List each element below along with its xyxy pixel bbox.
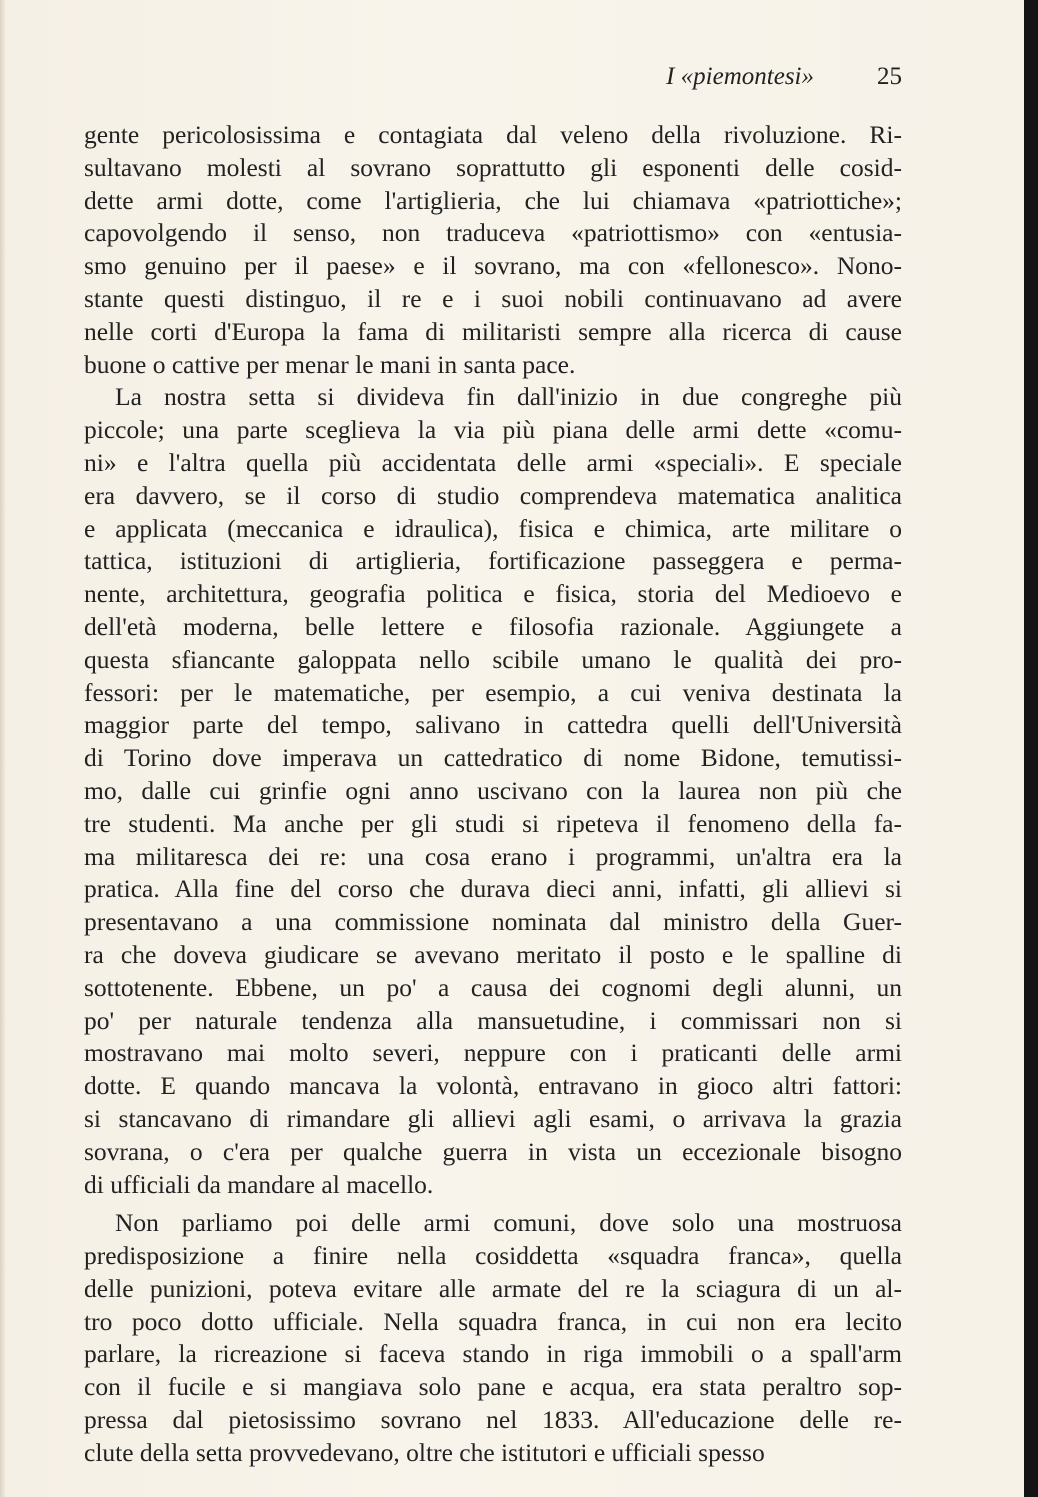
text-line: mostravano mai molto severi, neppure con i praticanti delle armi bbox=[84, 1038, 902, 1068]
text-line: tre studenti. Ma anche per gli studi si ripeteva il fenomeno della fa- bbox=[84, 808, 902, 838]
text-line: di ufficiali da mandare al macello. bbox=[84, 1169, 434, 1199]
text-line: gente pericolosissima e contagiata dal veleno della rivoluzione. Ri- bbox=[84, 120, 902, 149]
text-line: delle punizioni, poteva evitare alle armate del re la sciagura di un al- bbox=[84, 1273, 902, 1303]
text-line: questa sfiancante galoppata nello scibile umano le qualità dei pro- bbox=[84, 644, 902, 674]
text-line: e applicata (meccanica e idraulica), fisica e chimica, arte militare o bbox=[84, 513, 902, 543]
text-line: predisposizione a finire nella cosiddetta «squadra franca», quella bbox=[84, 1241, 902, 1271]
text-line: dotte. E quando mancava la volontà, entravano in gioco altri fattori: bbox=[84, 1071, 902, 1101]
text-line: clute della setta provvedevano, oltre che istitutori e ufficiali spesso bbox=[84, 1437, 765, 1467]
text-line: ra che doveva giudicare se avevano meritato il posto e le spalline di bbox=[84, 939, 902, 969]
paragraph bbox=[84, 1207, 902, 1469]
text-line: mo, dalle cui grinfie ogni anno uscivano con la laurea non più che bbox=[84, 775, 902, 805]
text-line: piccole; una parte sceglieva la via più piana delle armi dette «comu- bbox=[84, 415, 902, 445]
text-line: presentavano a una commissione nominata dal ministro della Guer- bbox=[84, 907, 902, 937]
text-line: maggior parte del tempo, salivano in cattedra quelli dell'Università bbox=[84, 710, 902, 740]
text-line: con il fucile e si mangiava solo pane e acqua, era stata peraltro sop- bbox=[84, 1372, 902, 1402]
text-line: Non parliamo poi delle armi comuni, dove solo una mostruosa bbox=[115, 1208, 902, 1238]
body-text bbox=[84, 119, 902, 1470]
text-line: tro poco dotto ufficiale. Nella squadra franca, in cui non era lecito bbox=[84, 1306, 902, 1336]
text-line: era davvero, se il corso di studio comprendeva matematica analitica bbox=[84, 480, 902, 510]
book-spine-shadow bbox=[1024, 0, 1038, 1497]
text-line: pratica. Alla fine del corso che durava dieci anni, infatti, gli allievi si bbox=[84, 874, 902, 904]
text-line: dell'età moderna, belle lettere e filosofia razionale. Aggiungete a bbox=[84, 611, 902, 641]
page-number: 25 bbox=[877, 63, 902, 90]
text-line: si stancavano di rimandare gli allievi agli esami, o arrivava la grazia bbox=[84, 1103, 902, 1133]
text-line: capovolgendo il senso, non traduceva «patriottismo» con «entusia- bbox=[84, 218, 902, 248]
text-line: stante questi distinguo, il re e i suoi nobili continuavano ad avere bbox=[84, 283, 902, 313]
text-line: ma militaresca dei re: una cosa erano i programmi, un'altra era la bbox=[84, 841, 902, 871]
text-line: La nostra setta si divideva fin dall'inizio in due congreghe più bbox=[115, 382, 902, 412]
paragraph bbox=[84, 119, 902, 381]
text-line: dette armi dotte, come l'artiglieria, che lui chiamava «patriottiche»; bbox=[84, 185, 902, 215]
paragraph bbox=[84, 381, 902, 1201]
text-line: ni» e l'altra quella più accidentata delle armi «speciali». E speciale bbox=[84, 447, 902, 477]
text-line: nelle corti d'Europa la fama di militaristi sempre alla ricerca di cause bbox=[84, 316, 902, 346]
text-line: parlare, la ricreazione si faceva stando in riga immobili o a spall'arm bbox=[84, 1339, 902, 1369]
text-line: nente, architettura, geografia politica e fisica, storia del Medioevo e bbox=[84, 579, 902, 609]
text-line: sottotenente. Ebbene, un po' a causa dei cognomi degli alunni, un bbox=[84, 972, 902, 1002]
text-line: di Torino dove imperava un cattedratico di nome Bidone, temutissi- bbox=[84, 743, 902, 773]
text-line: tattica, istituzioni di artiglieria, fortificazione passeggera e perma- bbox=[84, 546, 902, 576]
text-line: buone o cattive per menar le mani in santa pace. bbox=[84, 349, 576, 379]
text-line: smo genuino per il paese» e il sovrano, ma con «fellonesco». Nono- bbox=[84, 251, 902, 281]
text-line: sultavano molesti al sovrano soprattutto gli esponenti delle cosid- bbox=[84, 152, 902, 182]
page-edge-shadow bbox=[0, 0, 6, 1497]
text-line: sovrana, o c'era per qualche guerra in vista un eccezionale bisogno bbox=[84, 1136, 902, 1166]
text-line: po' per naturale tendenza alla mansuetudine, i commissari non si bbox=[84, 1005, 902, 1035]
text-line: fessori: per le matematiche, per esempio, a cui veniva destinata la bbox=[84, 677, 902, 707]
running-head-title: I «piemontesi» bbox=[666, 63, 814, 90]
running-head bbox=[84, 60, 902, 94]
text-line: pressa dal pietosissimo sovrano nel 1833. All'educazione delle re- bbox=[84, 1405, 902, 1435]
